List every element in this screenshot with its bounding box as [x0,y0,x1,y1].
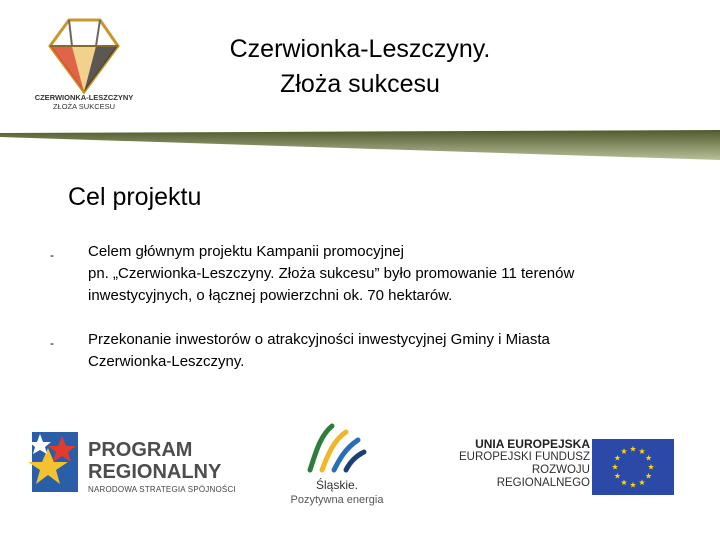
section-heading: Cel projektu [68,183,202,211]
eu-line-2: EUROPEJSKI FUNDUSZ [459,451,590,463]
diamond-logo-icon [22,2,146,118]
bullet-1-line-1: Celem głównym projektu Kampanii promocyjnej [88,243,404,260]
bullet-1-line-3: inwestycyjnych, o łącznej powierzchni ok. 70 hektarów. [88,287,453,304]
program-regionalny-logo [28,428,248,498]
title-line-1: Czerwionka-Leszczyny. [229,35,491,63]
czerwionka-logo [22,2,146,118]
bullet-text-1 [88,241,688,307]
bullet-marker-2: - [50,336,54,350]
slaskie-waves-icon [300,422,370,474]
bullet-2-line-2: Czerwionka-Leszczyny. [88,353,245,370]
slaskie-line-1: Śląskie. [315,478,359,492]
eu-flag-icon [592,439,674,495]
bullet-marker-1: - [50,248,54,262]
program-flag-icon [28,428,84,496]
program-line-2: REGIONALNY [88,461,222,483]
slaskie-logo [282,422,392,512]
program-line-1: PROGRAM [88,439,193,461]
slaskie-line-2: Pozytywna energia [290,494,384,506]
eu-fund-text [440,438,590,488]
program-line-3: NARODOWA STRATEGIA SPÓJNOŚCI [88,485,236,494]
bullet-text-2 [88,329,688,373]
eu-line-1: UNIA EUROPEJSKA [475,437,590,451]
title-line-2: Złoża sukcesu [280,70,440,98]
eu-line-3: ROZWOJU REGIONALNEGO [496,464,590,489]
header-divider [0,128,720,162]
page-title [170,32,550,102]
bullet-2-line-1: Przekonanie inwestorów o atrakcyjności inwestycyjnej Gminy i Miasta [88,331,550,348]
logo-top-text: CZERWIONKA-LESZCZYNY [34,93,134,102]
logo-bottom-text: ZŁOŻA SUKCESU [52,102,116,111]
bullet-1-line-2: pn. „Czerwionka-Leszczyny. Złoża sukcesu” było promowanie 11 terenów [88,265,575,282]
